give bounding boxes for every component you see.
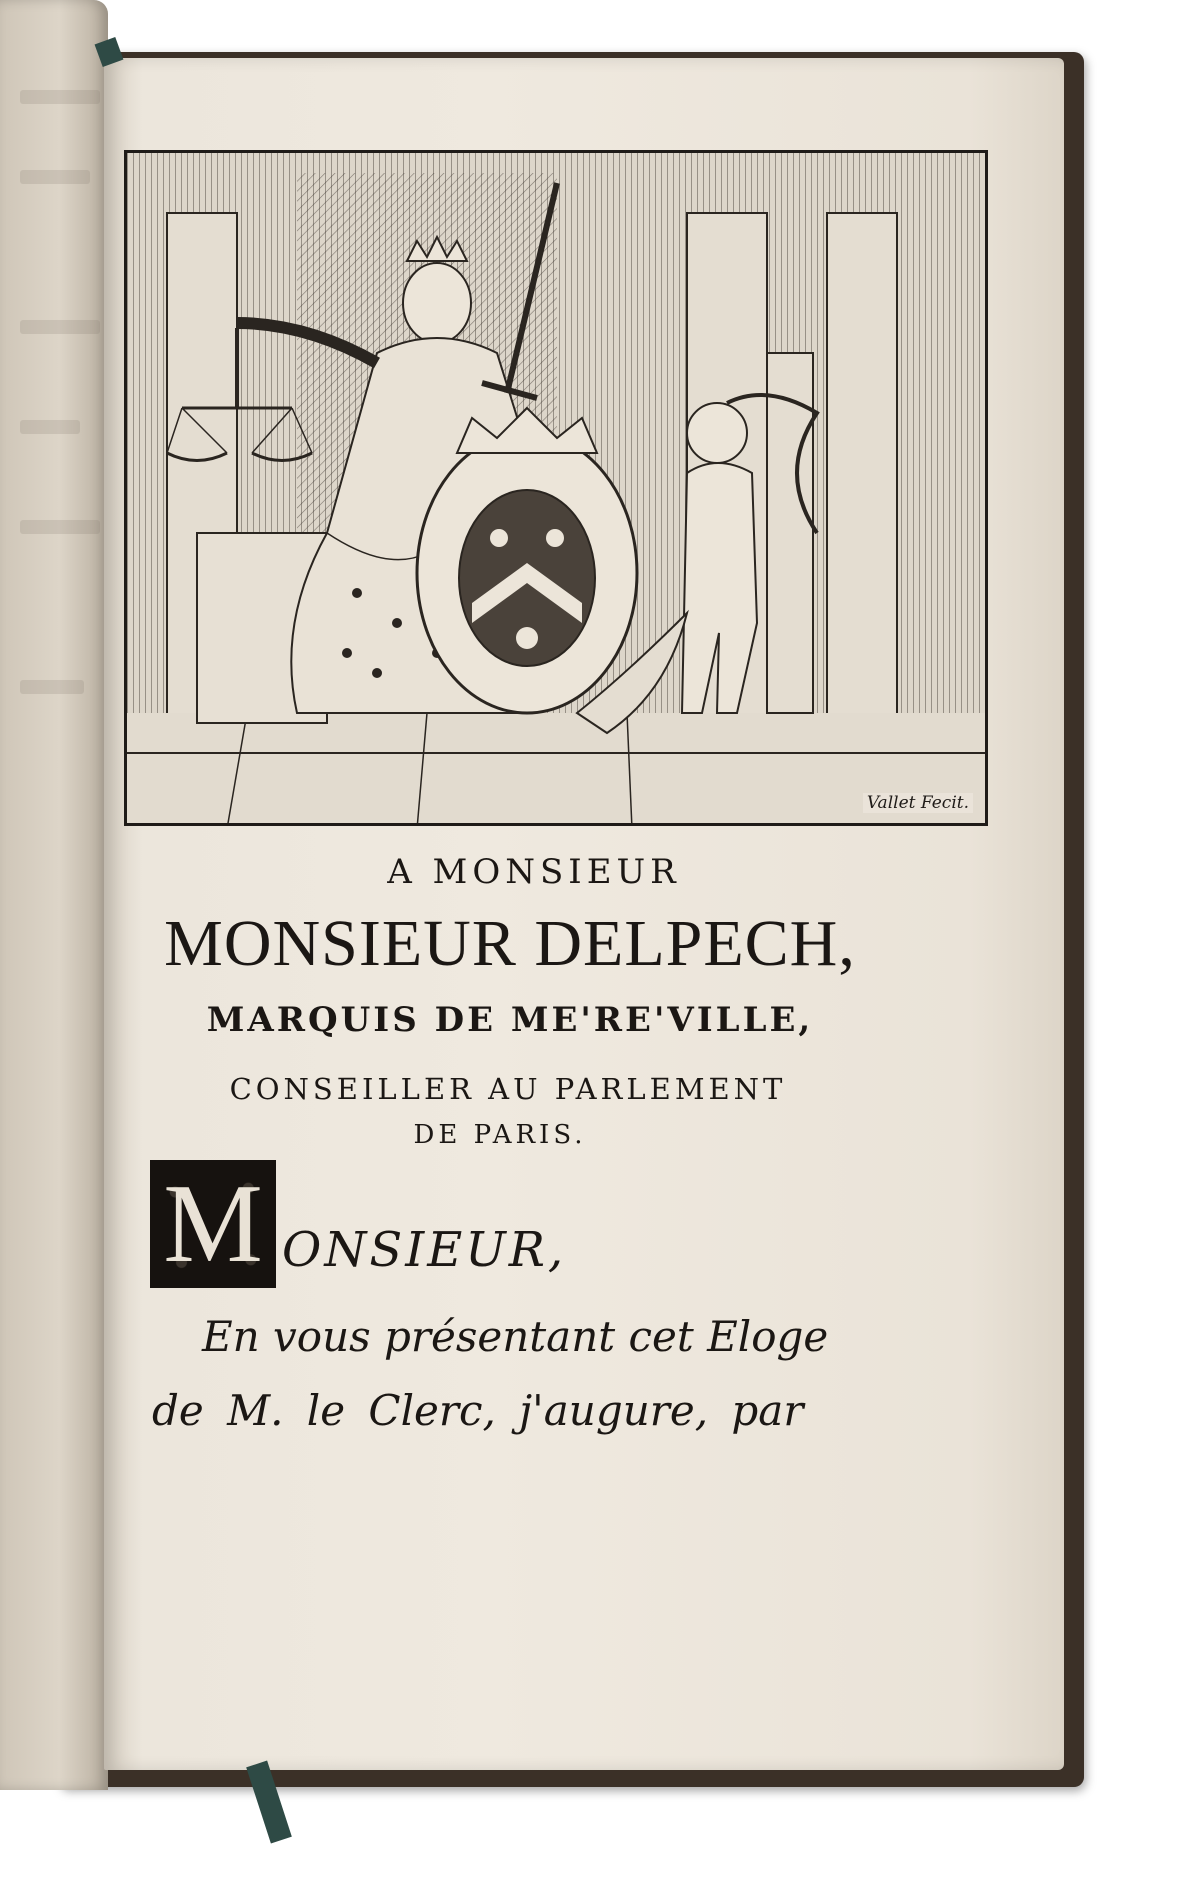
- left-page-bleed-text: [20, 520, 100, 534]
- dedication-title: MARQUIS DE ME'RE'VILLE,: [206, 1000, 814, 1040]
- dedication-name: MONSIEUR DELPECH,: [164, 907, 856, 980]
- initial-letter: M: [163, 1162, 263, 1286]
- body-text-line: de M. le Clerc, j'augure, par: [152, 1386, 804, 1435]
- left-page-bleed-text: [20, 170, 90, 184]
- left-page-bleed-text: [20, 320, 100, 334]
- decorated-initial: [150, 1160, 276, 1288]
- left-page-bleed-text: [20, 420, 80, 434]
- engraving-illustration: [127, 153, 988, 826]
- dedication-office: CONSEILLER AU PARLEMENT: [229, 1072, 787, 1106]
- column-far-right: [827, 213, 897, 733]
- dedication-line-1: A MONSIEUR: [387, 852, 681, 892]
- left-page-bleed-text: [20, 90, 100, 104]
- dedication-city: DE PARIS.: [413, 1120, 587, 1150]
- left-page-bleed-text: [20, 680, 84, 694]
- engraver-signature: Vallet Fecit.: [863, 793, 973, 813]
- cherub-head: [687, 403, 747, 463]
- salutation: ONSIEUR,: [282, 1222, 567, 1278]
- frontispiece-engraving: [124, 150, 988, 826]
- cherub-body: [682, 463, 757, 713]
- left-page-edge: [0, 0, 108, 1790]
- justice-head: [403, 263, 471, 343]
- body-text-line: En vous présentant cet Eloge: [202, 1312, 829, 1361]
